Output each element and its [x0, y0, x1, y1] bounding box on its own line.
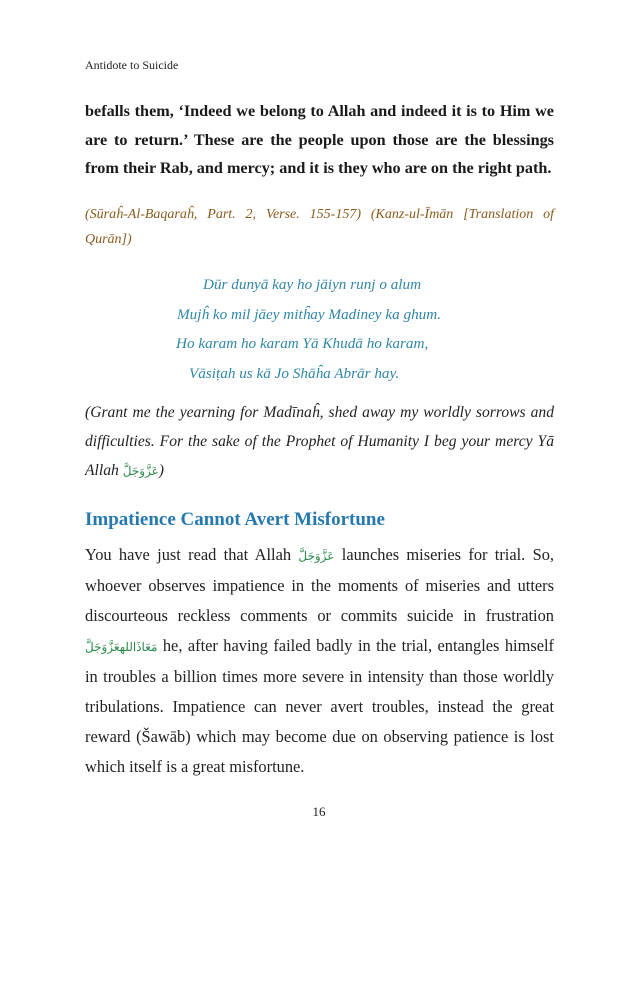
- translation-text: (Grant me the yearning for Madīnaĥ, shed away my worldly sorrows and difficulties. For the sake of the Prophet of Humanity I beg your mercy Yā Allah: [85, 404, 554, 479]
- section-heading: Impatience Cannot Avert Misfortune: [85, 509, 385, 530]
- arabic-honorific: عَزَّوَجَلَّ: [122, 464, 159, 478]
- poem-line: Dūr dunyā kay ho jāiyn runj o alum: [203, 276, 422, 293]
- arabic-phrase: مَعَاذَاللهعَزَّوَجَلَّ: [85, 640, 158, 654]
- poem-line: Mujĥ ko mil jāey mitĥay Madiney ka ghum.: [177, 305, 442, 323]
- running-header: Antidote to Suicide: [85, 58, 179, 72]
- poem-translation: [85, 398, 554, 486]
- poem-line: Vāsiṭah us kā Jo Shāĥa Abrār hay.: [189, 364, 400, 382]
- poem-line: Ho karam ho karam Yā Khudā ho karam,: [176, 335, 429, 352]
- translation-close: ): [158, 462, 164, 479]
- section-paragraph: [85, 540, 554, 782]
- poem-stanza: [0, 270, 638, 388]
- paragraph-text: he, after having failed badly in the trial, entangles himself in troubles a billion times more severe in intensity than those worldly tribulations. Impatience can never avert troubles, instead the great reward (Šawāb) which may become due on observing patience is lost which itself is a great misfortune.: [85, 636, 554, 776]
- paragraph-text: launches miseries for trial. So, whoever observes impatience in the moments of miseries and utters discourteous reckless comments or commits suicide in frustration: [85, 545, 555, 625]
- quran-verse-text: befalls them, ‘Indeed we belong to Allah and indeed it is to Him we are to return.’ These are the people upon those are the blessings from their Rab, and mercy; and it is they who are on the right path.: [85, 102, 554, 177]
- arabic-honorific: عَزَّوَجَلَّ: [298, 549, 335, 563]
- paragraph-text: You have just read that Allah: [85, 545, 299, 564]
- verse-reference: (Sūraĥ-Al-Baqaraĥ, Part. 2, Verse. 155-157) (Kanz-ul-Īmān [Translation of Qurān]): [85, 207, 554, 247]
- page-number: 16: [312, 804, 326, 819]
